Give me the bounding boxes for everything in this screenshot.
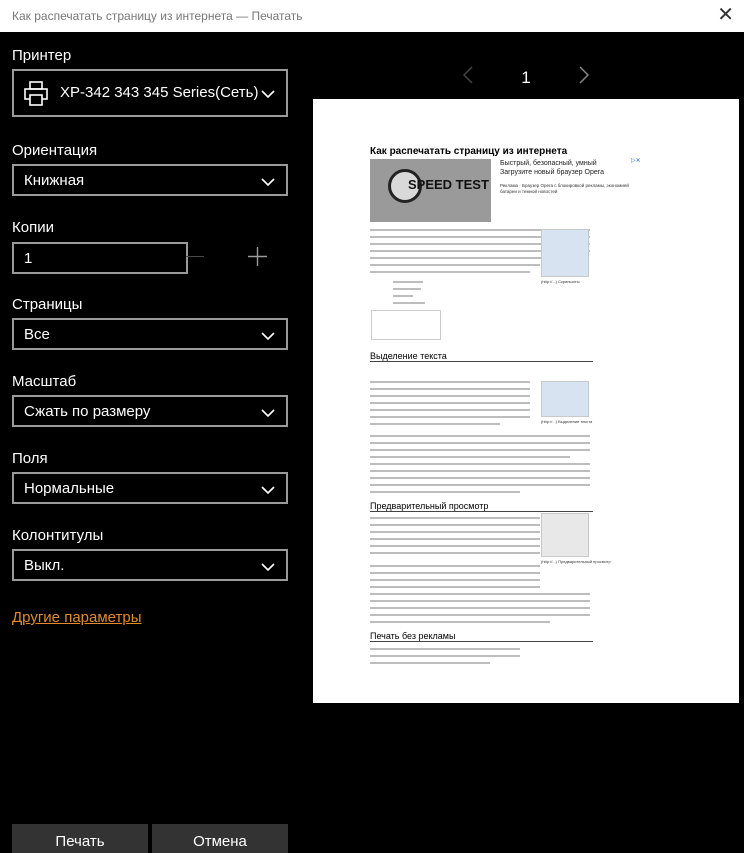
pages-label: Страницы: [12, 296, 83, 313]
headers-footers-select[interactable]: [12, 549, 288, 581]
margins-label: Поля: [12, 450, 48, 467]
headers-footers-value: Выкл.: [24, 557, 65, 574]
orientation-value: Книжная: [24, 172, 85, 189]
copies-input[interactable]: [12, 242, 188, 274]
copies-label: Копии: [12, 219, 54, 236]
copies-value: 1: [24, 250, 33, 267]
headers-footers-label: Колонтитулы: [12, 527, 104, 544]
margins-value: Нормальные: [24, 480, 115, 497]
print-preview-page: Как распечатать страницу из интернета SPEED TEST Быстрый, безопасный, умный Загрузите новый браузер Opera Реклама · Браузер Opera с блокировкой рекламы, экономией батареи и темной новостей ▷✕ (http://...) Скриншоты Выделение текста (http://...) Выделение текста Предварительный просмотр (http://...) Предварительный просмотр Печать без рекламы: [313, 99, 739, 703]
pages-value: Все: [24, 326, 50, 343]
preview-section-heading: Предварительный просмотр: [370, 501, 489, 511]
printer-label: Принтер: [12, 47, 72, 64]
chevron-down-icon: [261, 86, 275, 104]
chevron-down-icon: [261, 482, 275, 500]
preview-section-heading: Выделение текста: [370, 351, 447, 361]
chevron-down-icon: [261, 174, 275, 192]
preview-ad-title: Быстрый, безопасный, умный Загрузите новый браузер Opera: [500, 160, 604, 176]
print-button[interactable]: Печать: [12, 824, 148, 853]
pages-select[interactable]: [12, 318, 288, 350]
preview-page-title: Как распечатать страницу из интернета: [370, 146, 568, 157]
plus-icon[interactable]: [248, 247, 267, 266]
chevron-right-icon[interactable]: [579, 66, 589, 89]
chevron-down-icon: [261, 328, 275, 346]
page-number: 1: [521, 68, 531, 87]
chevron-down-icon: [261, 559, 275, 577]
more-settings-link[interactable]: Другие параметры: [12, 609, 142, 626]
orientation-select[interactable]: [12, 164, 288, 196]
scale-value: Сжать по размеру: [24, 403, 151, 420]
title-bar: [0, 0, 744, 32]
scale-label: Масштаб: [12, 373, 77, 390]
margins-select[interactable]: [12, 472, 288, 504]
orientation-label: Ориентация: [12, 142, 98, 159]
chevron-left-icon[interactable]: [463, 66, 473, 89]
chevron-down-icon: [261, 405, 275, 423]
printer-select[interactable]: [12, 69, 288, 117]
close-icon[interactable]: ✕: [717, 4, 734, 26]
cancel-button[interactable]: Отмена: [152, 824, 288, 853]
minus-icon[interactable]: [186, 256, 204, 257]
printer-icon: [24, 81, 48, 112]
table-of-contents: [371, 310, 441, 340]
preview-section-heading: Печать без рекламы: [370, 631, 456, 641]
preview-ad-text: Реклама · Браузер Opera с блокировкой рекламы, экономией батареи и темной новостей: [500, 183, 629, 194]
scale-select[interactable]: [12, 395, 288, 427]
window-title: Как распечатать страницу из интернета — Печатать: [12, 9, 303, 23]
speed-test-image: SPEED TEST: [370, 159, 491, 222]
printer-value: XP-342 343 345 Series(Сеть): [60, 84, 259, 101]
ad-close-icon: ▷✕: [631, 158, 641, 164]
